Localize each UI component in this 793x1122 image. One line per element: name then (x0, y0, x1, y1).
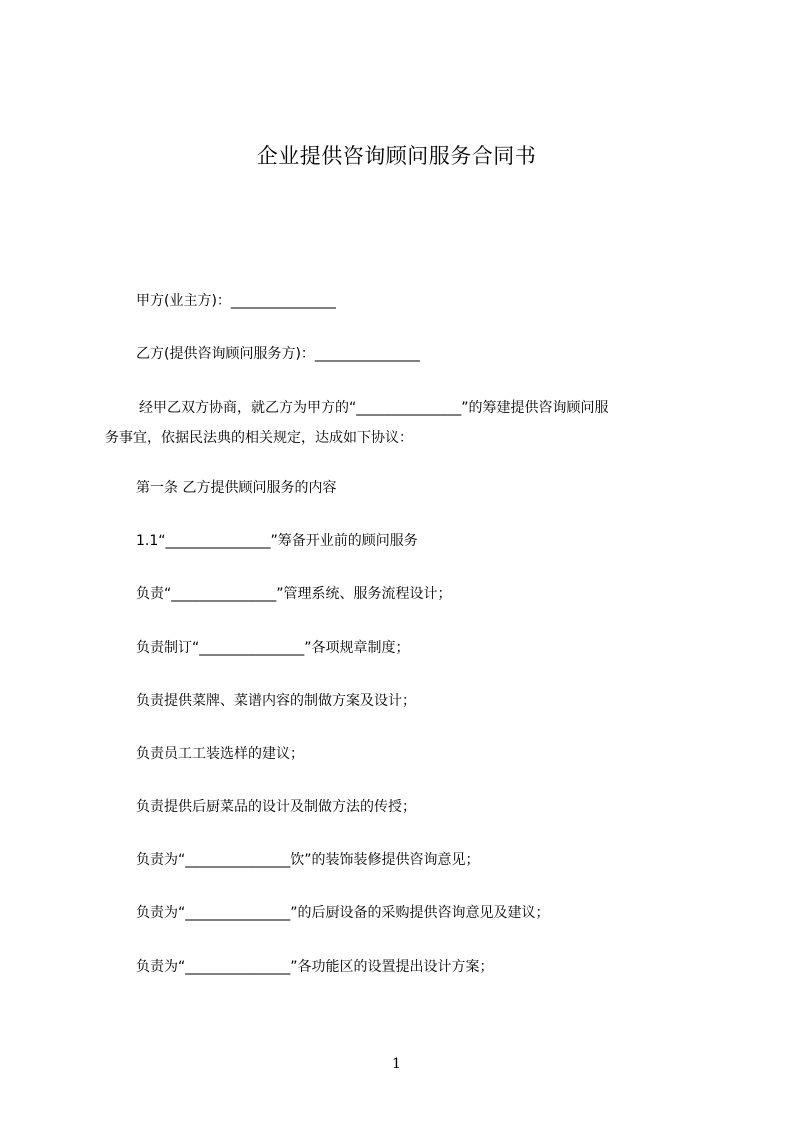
list-item: 负责为“_______________饮”的装饰装修提供咨询意见； (136, 852, 480, 868)
list-item: 负责提供菜牌、菜谱内容的制做方案及设计； (136, 693, 416, 709)
page-number: 1 (392, 1056, 401, 1072)
article-1-heading: 第一条 乙方提供顾问服务的内容 (136, 480, 337, 496)
intro-paragraph (105, 393, 705, 453)
party-a-line: 甲方(业主方)：_______________ (136, 293, 336, 309)
list-item: 负责为“_______________”的后厨设备的采购提供咨询意见及建议； (136, 905, 550, 921)
list-item: 负责制订“_______________”各项规章制度； (136, 640, 410, 656)
intro-line-2: 务事宜，依据民法典的相关规定，达成如下协议： (105, 430, 413, 446)
list-item: 负责提供后厨菜品的设计及制做方法的传授； (136, 799, 416, 815)
document-title: 企业提供咨询顾问服务合同书 (256, 144, 537, 168)
list-item: 负责为“_______________”各功能区的设置提出设计方案； (136, 959, 494, 975)
list-item: 负责员工工装选样的建议； (136, 746, 304, 762)
list-item: 负责“_______________”管理系统、服务流程设计； (136, 586, 452, 602)
item-1-1: 1.1“_______________”筹备开业前的顾问服务 (136, 533, 418, 549)
intro-text-1: 经甲乙双方协商，就乙方为甲方的“_______________”的筹建提供咨询顾问服 (139, 400, 609, 416)
intro-line-1 (105, 393, 705, 423)
party-b-line: 乙方(提供咨询顾问服务方)：_______________ (136, 346, 420, 362)
